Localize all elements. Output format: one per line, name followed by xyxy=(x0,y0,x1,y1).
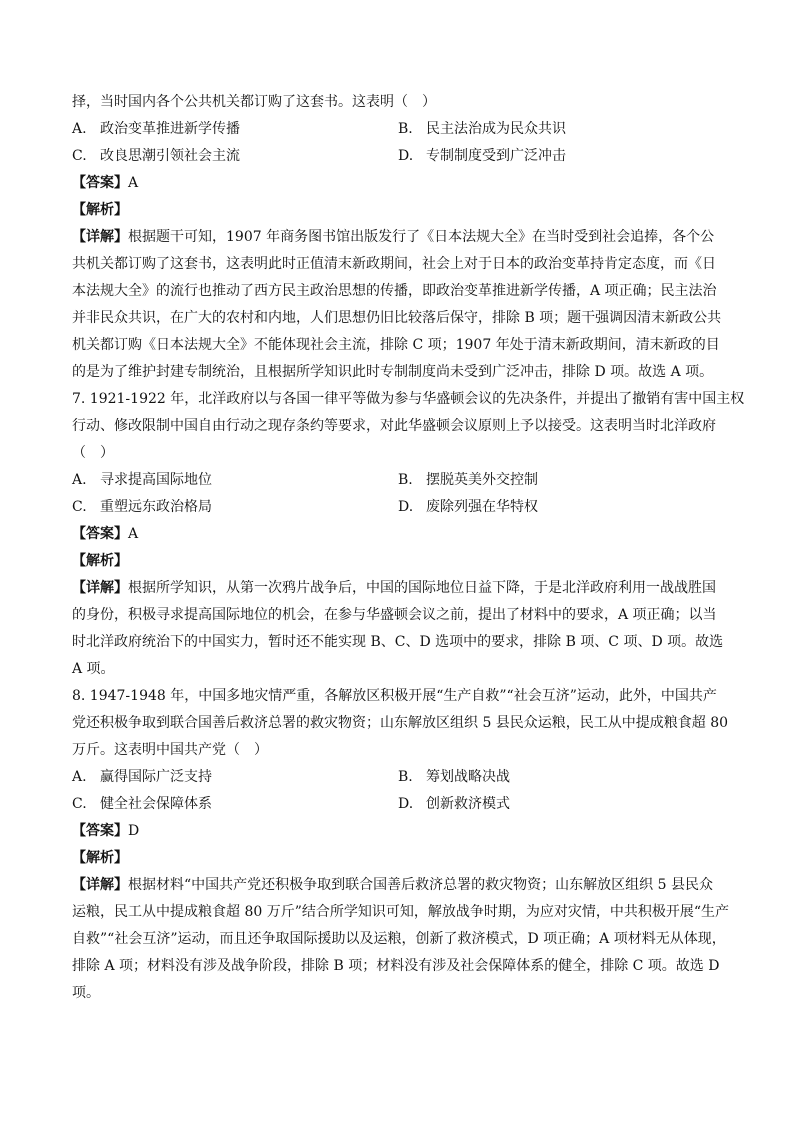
q8-detail-line-3: 自救”“社会互济”运动，而且还争取国际援助以及运粮，创新了救济模式，D 项正确；A 项材料无从体现， xyxy=(72,931,726,947)
q7-stem-line-2: 行动、修改限制中国自由行动之现存条约等要求，对此华盛顿会议原则上予以接受。这表明当时北洋政府 xyxy=(72,418,716,434)
q8-options-row-1 xyxy=(72,764,726,791)
q8-detail-line-5: 项。 xyxy=(72,985,100,1001)
q7-detail-line-2: 的身份，积极寻求提高国际地位的机会，在参与华盛顿会议之前，提出了材料中的要求，A 项正确；以当 xyxy=(72,607,717,623)
q7-option-a: A. 寻求提高国际地位 xyxy=(72,472,212,488)
q8-stem-line-2: 党还积极争取到联合国善后救济总署的救灾物资；山东解放区组织 5 县民众运粮，民工从中提成粮食超 80 xyxy=(72,715,729,731)
q8-analysis-label: 【解析】 xyxy=(72,850,128,866)
q8-option-a: A. 赢得国际广泛支持 xyxy=(72,769,212,785)
q8-option-d: D. 创新救济模式 xyxy=(398,796,510,812)
q7-options-row-1 xyxy=(72,467,726,494)
q6-option-a: A. 政治变革推进新学传播 xyxy=(72,121,240,137)
document-page xyxy=(72,89,745,1007)
q8-stem-line-1: 8. 1947-1948 年，中国多地灾情严重，各解放区积极开展“生产自救”“社会互济”运动，此外，中国共产 xyxy=(72,688,717,704)
q6-analysis-label: 【解析】 xyxy=(72,202,128,218)
q7-option-c: C. 重塑远东政治格局 xyxy=(72,499,212,515)
q7-option-d: D. 废除列强在华特权 xyxy=(398,499,538,515)
q6-detail-line-1: 【详解】根据题干可知，1907 年商务图书馆出版发行了《日本法规大全》在当时受到社会追捧，各个公 xyxy=(72,229,715,245)
q7-answer: 【答案】A xyxy=(72,526,139,542)
q6-detail-line-4: 并非民众共识，在广大的农村和内地，人们思想仍旧比较落后保守，排除 B 项；题干强调因清末新政公共 xyxy=(72,310,722,326)
q8-option-b: B. 筹划战略决战 xyxy=(398,769,510,785)
q8-option-c: C. 健全社会保障体系 xyxy=(72,796,212,812)
q6-options-row-2 xyxy=(72,143,726,170)
q6-option-b: B. 民主法治成为民众共识 xyxy=(398,121,566,137)
q8-detail-line-2: 运粮，民工从中提成粮食超 80 万斤”结合所学知识可知，解放战争时期，为应对灾情，中共积极开展“生产 xyxy=(72,904,730,920)
q7-stem-line-3: （ ） xyxy=(72,445,114,461)
q6-detail-line-6: 的是为了维护封建专制统治，且根据所学知识此时专制制度尚未受到广泛冲击，排除 D 项。故选 A 项。 xyxy=(72,364,714,380)
q8-detail-line-1: 【详解】根据材料“中国共产党还积极争取到联合国善后救济总署的救灾物资；山东解放区组织 5 县民众 xyxy=(72,877,713,893)
q7-options-row-2 xyxy=(72,494,726,521)
q6-options-row-1 xyxy=(72,116,726,143)
q8-detail-line-4: 排除 A 项；材料没有涉及战争阶段，排除 B 项；材料没有涉及社会保障体系的健全，排除 C 项。故选 D xyxy=(72,958,720,974)
q7-option-b: B. 摆脱英美外交控制 xyxy=(398,472,538,488)
q6-option-d: D. 专制制度受到广泛冲击 xyxy=(398,148,566,164)
q7-detail-line-4: A 项。 xyxy=(72,661,115,677)
q6-option-c: C. 改良思潮引领社会主流 xyxy=(72,148,240,164)
q8-options-row-2 xyxy=(72,791,726,818)
q6-stem-tail: 择，当时国内各个公共机关都订购了这套书。这表明（ ） xyxy=(72,94,436,110)
q6-answer: 【答案】A xyxy=(72,175,139,191)
q8-answer: 【答案】D xyxy=(72,823,140,839)
q7-detail-line-3: 时北洋政府统治下的中国实力，暂时还不能实现 B、C、D 选项中的要求，排除 B 项、C 项、D 项。故选 xyxy=(72,634,724,650)
q6-detail-line-5: 机关都订购《日本法规大全》不能体现社会主流，排除 C 项；1907 年处于清末新政期间，清末新政的目 xyxy=(72,337,720,353)
q7-stem-line-1: 7. 1921-1922 年，北洋政府以与各国一律平等做为参与华盛顿会议的先决条件，并提出了撤销有害中国主权 xyxy=(72,391,745,407)
q7-detail-line-1: 【详解】根据所学知识，从第一次鸦片战争后，中国的国际地位日益下降，于是北洋政府利用一战战胜国 xyxy=(72,580,716,596)
q6-detail-line-3: 本法规大全》的流行也推动了西方民主政治思想的传播，即政治变革推进新学传播，A 项正确；民主法治 xyxy=(72,283,717,299)
q7-analysis-label: 【解析】 xyxy=(72,553,128,569)
q6-detail-line-2: 共机关都订购了这套书，这表明此时正值清末新政期间，社会上对于日本的政治变革持肯定态度，而《日 xyxy=(72,256,716,272)
q8-stem-line-3: 万斤。这表明中国共产党（ ） xyxy=(72,742,268,758)
